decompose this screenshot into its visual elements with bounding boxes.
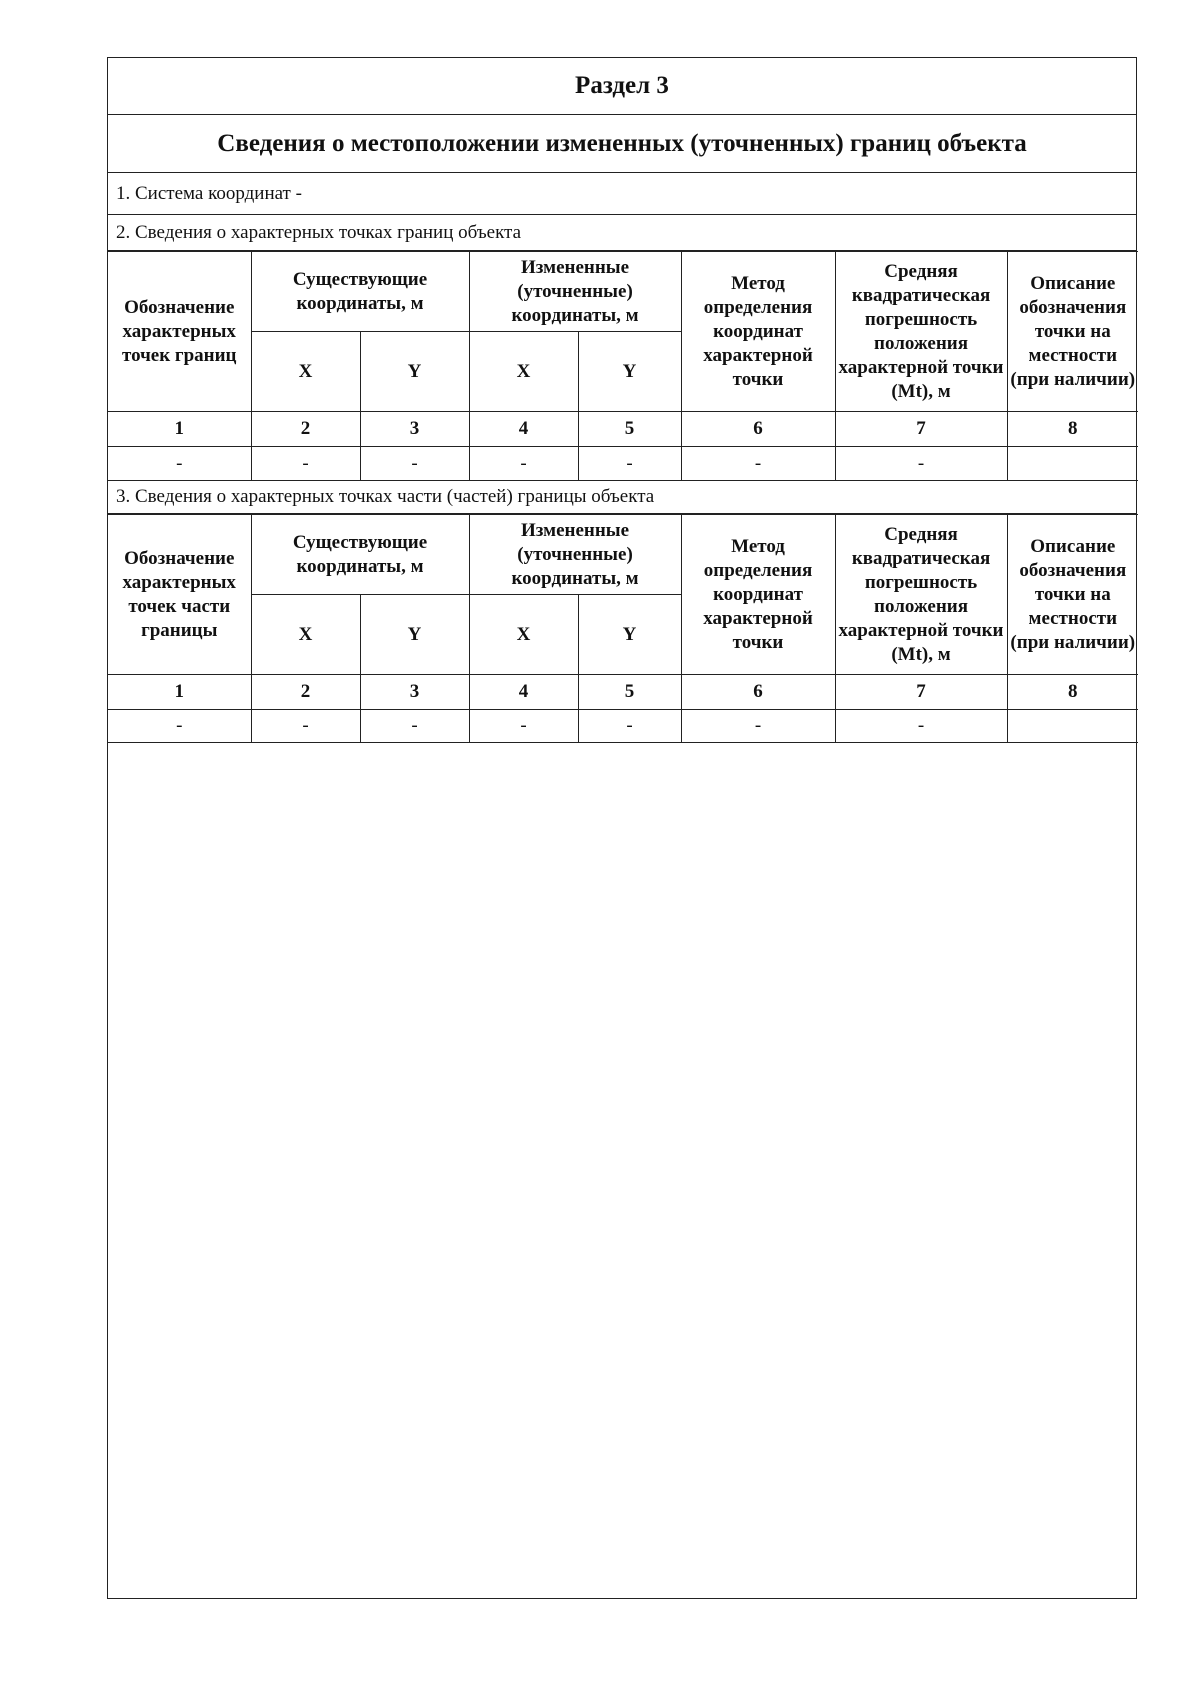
coordinate-system-label: 1. Система координат -	[108, 173, 1136, 215]
table-header-row	[108, 515, 1138, 595]
header-y-existing: Y	[360, 595, 469, 675]
table-cell: -	[108, 710, 251, 743]
column-number: 6	[681, 675, 835, 710]
section-title: Раздел 3	[108, 58, 1136, 115]
column-number: 8	[1007, 675, 1138, 710]
column-number: 2	[251, 675, 360, 710]
table-cell: -	[835, 710, 1007, 743]
section-frame	[107, 57, 1137, 1599]
table-row	[108, 447, 1138, 481]
column-number: 7	[835, 675, 1007, 710]
table-cell: -	[681, 447, 835, 481]
table-cell	[1007, 710, 1138, 743]
column-number: 5	[578, 412, 681, 447]
column-number: 1	[108, 412, 251, 447]
table-cell: -	[469, 710, 578, 743]
header-y-changed: Y	[578, 332, 681, 412]
table-cell: -	[835, 447, 1007, 481]
header-x-changed: X	[469, 595, 578, 675]
header-method: Метод определения координат характерной точки	[681, 515, 835, 675]
table-cell: -	[578, 710, 681, 743]
column-number: 5	[578, 675, 681, 710]
boundary-part-points-table	[108, 514, 1138, 743]
header-method: Метод определения координат характерной точки	[681, 252, 835, 412]
section-subtitle: Сведения о местоположении измененных (уточненных) границ объекта	[108, 115, 1136, 173]
header-x-existing: X	[251, 595, 360, 675]
column-number: 3	[360, 412, 469, 447]
column-number: 4	[469, 412, 578, 447]
header-changed-coords: Измененные (уточненные) координаты, м	[469, 515, 681, 595]
table-cell: -	[578, 447, 681, 481]
header-designation: Обозначение характерных точек части границы	[108, 515, 251, 675]
header-description: Описание обозначения точки на местности (при наличии)	[1007, 252, 1138, 412]
table1-caption: 2. Сведения о характерных точках границ объекта	[108, 215, 1136, 251]
table-row	[108, 710, 1138, 743]
table-header-row	[108, 252, 1138, 332]
table-cell: -	[251, 710, 360, 743]
header-x-changed: X	[469, 332, 578, 412]
header-existing-coords: Существующие координаты, м	[251, 252, 469, 332]
table-cell: -	[469, 447, 578, 481]
column-number: 8	[1007, 412, 1138, 447]
boundary-points-table	[108, 251, 1138, 481]
header-y-existing: Y	[360, 332, 469, 412]
column-number: 7	[835, 412, 1007, 447]
column-number: 1	[108, 675, 251, 710]
header-y-changed: Y	[578, 595, 681, 675]
header-x-existing: X	[251, 332, 360, 412]
header-designation: Обозначение характерных точек границ	[108, 252, 251, 412]
header-mean-error: Средняя квадратическая погрешность положения характерной точки (Mt), м	[835, 252, 1007, 412]
header-changed-coords: Измененные (уточненные) координаты, м	[469, 252, 681, 332]
table-cell	[1007, 447, 1138, 481]
column-number: 2	[251, 412, 360, 447]
table-cell: -	[360, 710, 469, 743]
header-description: Описание обозначения точки на местности (при наличии)	[1007, 515, 1138, 675]
column-number: 6	[681, 412, 835, 447]
table-cell: -	[360, 447, 469, 481]
table-cell: -	[108, 447, 251, 481]
column-number-row	[108, 675, 1138, 710]
table2-caption: 3. Сведения о характерных точках части (частей) границы объекта	[108, 480, 1136, 514]
table-cell: -	[681, 710, 835, 743]
column-number: 4	[469, 675, 578, 710]
column-number: 3	[360, 675, 469, 710]
header-mean-error: Средняя квадратическая погрешность положения характерной точки (Mt), м	[835, 515, 1007, 675]
table-cell: -	[251, 447, 360, 481]
header-existing-coords: Существующие координаты, м	[251, 515, 469, 595]
column-number-row	[108, 412, 1138, 447]
